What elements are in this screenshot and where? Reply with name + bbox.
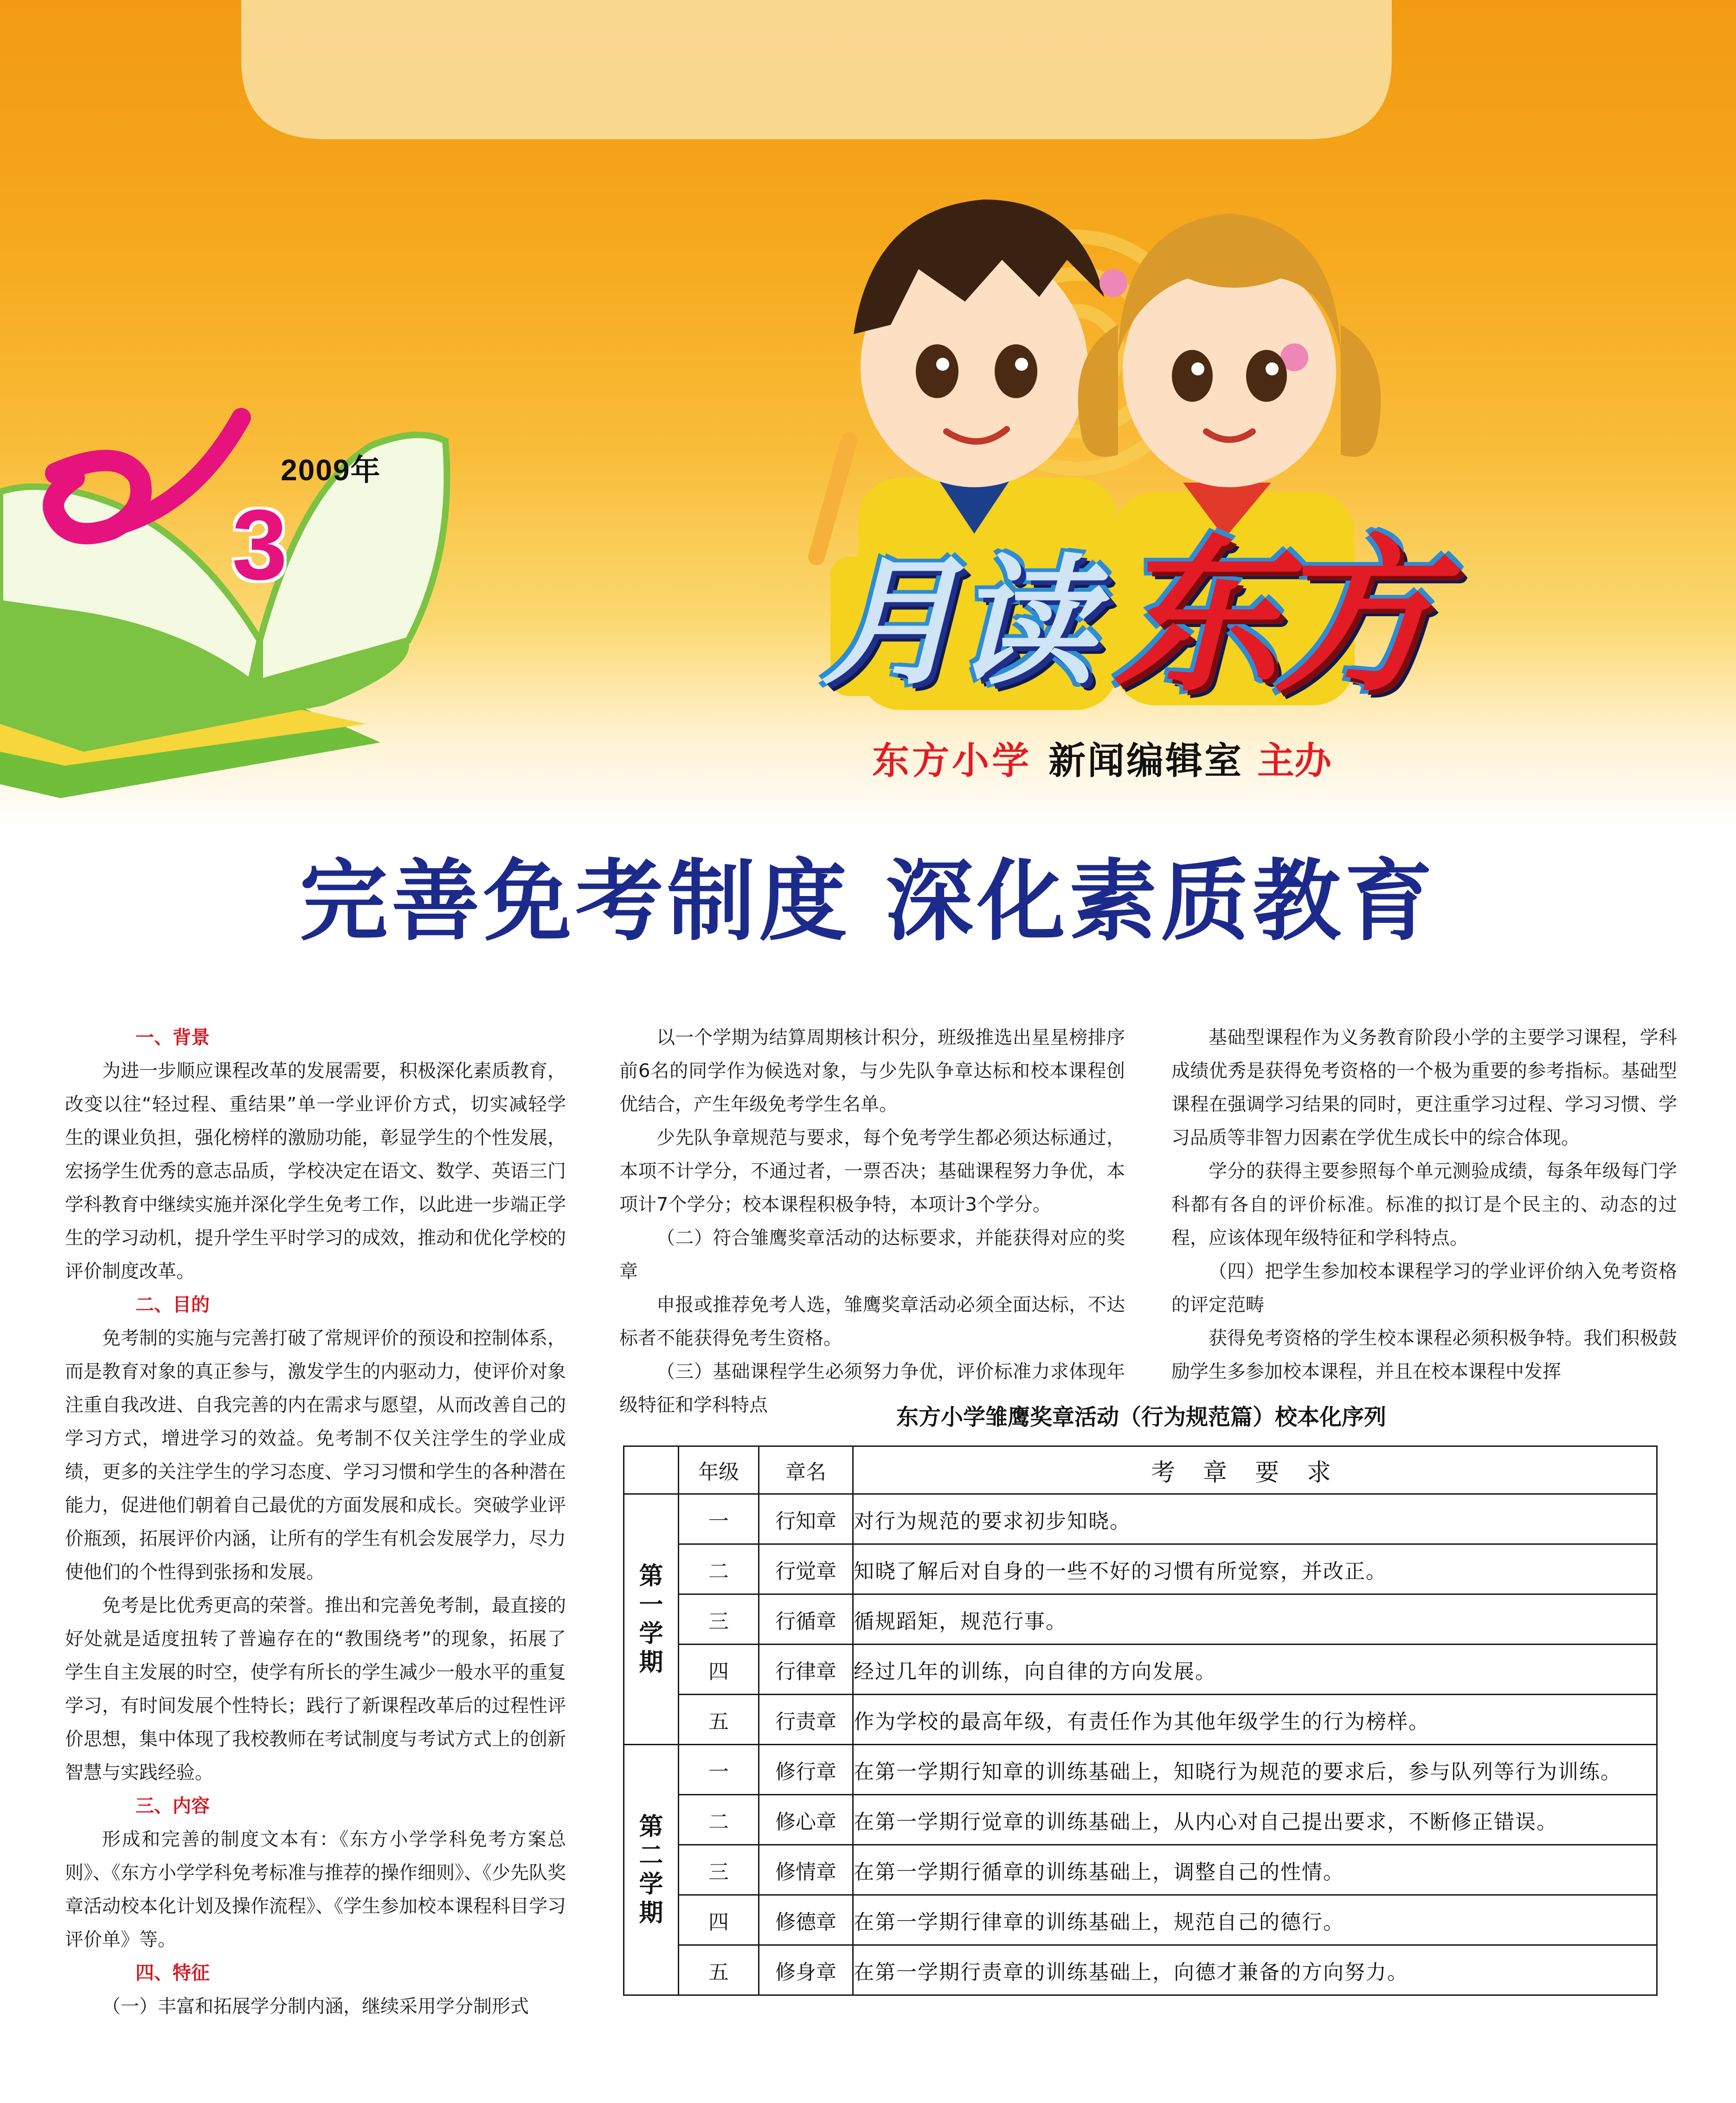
table-row: [624, 1594, 1657, 1645]
badge-name-cell: 修心章: [759, 1795, 853, 1845]
term-label: 第二学期: [639, 1813, 663, 1927]
paragraph: 学分的获得主要参照每个单元测验成绩，每条年级每门学科都有各自的评价标准。标准的拟订是个民主的、动态的过程，应该体现年级特征和学科特点。: [1171, 1161, 1677, 1249]
table-row: [624, 1795, 1657, 1845]
section-heading-background: 一、背景: [135, 1027, 210, 1048]
badge-name-cell: 修行章: [759, 1745, 853, 1795]
issue-number: 3: [232, 489, 288, 600]
paragraph: 申报或推荐免考人选，雏鹰奖章活动必须全面达标，不达标者不能获得免考生资格。: [619, 1294, 1125, 1349]
paragraph: （四）把学生参加校本课程学习的学业评价纳入免考资格的评定范畴: [1171, 1261, 1677, 1316]
table-row: [624, 1945, 1657, 1995]
badge-name-cell: 行责章: [759, 1695, 853, 1745]
article-column-1: [65, 1021, 566, 2023]
term-label: 第一学期: [639, 1562, 663, 1677]
term-cell-second: [624, 1745, 679, 1995]
page-headline: 完善免考制度 深化素质教育: [299, 850, 1437, 953]
paragraph: （一）丰富和拓展学分制内涵，继续采用学分制形式: [102, 1996, 529, 2017]
paragraph: （三）基础课程学生必须努力争优，评价标准力求体现年级特征和学科特点: [619, 1361, 1125, 1416]
badge-sequence-table: [623, 1445, 1658, 1996]
grade-cell: 五: [679, 1695, 759, 1745]
paragraph: 免考是比优秀更高的荣誉。推出和完善免考制，最直接的好处就是适度扭转了普遍存在的“教围绕考”的现象，拓展了学生自主发展的时空，使学有所长的学生减少一般水平的重复学习，有时间发展个性特长；践行了新课程改革后的过程性评价思想，集中体现了我校教师在考试制度与考试方式上的创新智慧与实践经验。: [65, 1595, 566, 1783]
grade-cell: 四: [679, 1895, 759, 1945]
paragraph: 为进一步顺应课程改革的发展需要，积极深化素质教育，改变以往“轻过程、重结果”单一学业评价方式，切实减轻学生的课业负担，强化榜样的激励功能，彰显学生的个性发展，宏扬学生优秀的意志品质，学校决定在语文、数学、英语三门学科教育中继续实施并深化学生免考工作，以此进一步端正学生的学习动机，提升学生平时学习的成效，推动和优化学校的评价制度改革。: [65, 1060, 566, 1282]
masthead-logo-part1: 月读: [821, 542, 1090, 703]
paragraph: 少先队争章规范与要求，每个免考学生都必须达标通过，本项不计学分，不通过者，一票否决；基础课程努力争优，本项计7个学分；校本课程积极争特，本项计3个学分。: [619, 1127, 1125, 1215]
section-heading-purpose: 二、目的: [135, 1294, 210, 1316]
badge-name-cell: 行循章: [759, 1594, 853, 1645]
host-line: [872, 731, 1331, 784]
table-row: [624, 1544, 1657, 1594]
section-heading-features: 四、特征: [135, 1962, 210, 1984]
table-row: [624, 1494, 1657, 1544]
paragraph: （二）符合雏鹰奖章活动的达标要求，并能获得对应的奖章: [619, 1227, 1125, 1282]
grade-cell: 三: [679, 1845, 759, 1895]
badge-name-cell: 行觉章: [759, 1544, 853, 1594]
requirement-cell: 作为学校的最高年级，有责任作为其他年级学生的行为榜样。: [853, 1695, 1657, 1745]
requirement-cell: 在第一学期行循章的训练基础上，调整自己的性情。: [853, 1845, 1657, 1895]
article-column-2: [619, 1021, 1125, 1422]
table-row: [624, 1695, 1657, 1745]
requirement-cell: 对行为规范的要求初步知晓。: [853, 1494, 1657, 1544]
requirement-cell: 知晓了解后对自身的一些不好的习惯有所觉察，并改正。: [853, 1544, 1657, 1594]
paragraph: 免考制的实施与完善打破了常规评价的预设和控制体系，而是教育对象的真正参与，激发学生的内驱动力，使评价对象注重自我改进、自我完善的内在需求与愿望，从而改善自己的学习方式，增进学习的效益。免考制不仅关注学生的学业成绩，更多的关注学生的学习态度、学习习惯和学生的各种潜在能力，促进他们朝着自己最优的方面发展和成长。突破学业评价瓶颈，拓展评价内涵，让所有的学生有机会发展学力，尽力使他们的个性得到张扬和发展。: [65, 1328, 566, 1583]
requirement-cell: 在第一学期行知章的训练基础上，知晓行为规范的要求后，参与队列等行为训练。: [853, 1745, 1657, 1795]
paragraph: 以一个学期为结算周期核计积分，班级推选出星星榜排序前6名的同学作为候选对象，与少先队争章达标和校本课程创优结合，产生年级免考学生名单。: [619, 1027, 1125, 1115]
badge-name-cell: 行律章: [759, 1645, 853, 1695]
header-cell-requirement: 考章要求: [853, 1446, 1657, 1494]
grade-cell: 五: [679, 1945, 759, 1995]
requirement-cell: 在第一学期行律章的训练基础上，规范自己的德行。: [853, 1895, 1657, 1945]
header-banner: [0, 0, 1736, 826]
requirement-cell: 循规蹈矩，规范行事。: [853, 1594, 1657, 1645]
badge-name-cell: 行知章: [759, 1494, 853, 1544]
host-label: 主办: [1257, 739, 1331, 782]
host-office: 新闻编辑室: [1048, 739, 1243, 782]
badge-name-cell: 修身章: [759, 1945, 853, 1995]
table-row: [624, 1645, 1657, 1695]
grade-cell: 二: [679, 1795, 759, 1845]
requirement-cell: 在第一学期行责章的训练基础上，向德才兼备的方向努力。: [853, 1945, 1657, 1995]
header-cell-grade: 年级: [679, 1446, 759, 1494]
grade-cell: 一: [679, 1494, 759, 1544]
table-row: [624, 1745, 1657, 1795]
masthead-logo-part2: 东方: [1113, 520, 1429, 714]
requirement-cell: 在第一学期行觉章的训练基础上，从内心对自己提出要求，不断修正错误。: [853, 1795, 1657, 1845]
badge-name-cell: 修情章: [759, 1845, 853, 1895]
grade-cell: 一: [679, 1745, 759, 1795]
issue-year: 2009年: [281, 453, 381, 487]
header-cell-term: [624, 1446, 679, 1494]
host-school: 东方小学: [872, 739, 1032, 782]
grade-cell: 三: [679, 1594, 759, 1645]
grade-cell: 四: [679, 1645, 759, 1695]
grade-cell: 二: [679, 1544, 759, 1594]
article-column-3: [1171, 1021, 1677, 1388]
paragraph: 获得免考资格的学生校本课程必须积极争特。我们积极鼓励学生多参加校本课程，并且在校本课程中发挥: [1171, 1328, 1677, 1382]
term-cell-first: [624, 1494, 679, 1745]
table-row: [624, 1895, 1657, 1945]
table-title: 东方小学雏鹰奖章活动（行为规范篇）校本化序列: [896, 1404, 1386, 1430]
badge-name-cell: 修德章: [759, 1895, 853, 1945]
table-header-row: [624, 1446, 1657, 1494]
paragraph: 形成和完善的制度文本有：《东方小学学科免考方案总则》、《东方小学学科免考标准与推荐的操作细则》、《少先队奖章活动校本化计划及操作流程》、《学生参加校本课程科目学习评价单》等。: [65, 1829, 566, 1950]
table-row: [624, 1845, 1657, 1895]
header-cell-name: 章名: [759, 1446, 853, 1494]
paragraph: 基础型课程作为义务教育阶段小学的主要学习课程，学科成绩优秀是获得免考资格的一个极为重要的参考指标。基础型课程在强调学习结果的同时，更注重学习过程、学习习惯、学习品质等非智力因素在学优生成长中的综合体现。: [1171, 1027, 1677, 1148]
requirement-cell: 经过几年的训练，向自律的方向发展。: [853, 1645, 1657, 1695]
section-heading-content: 三、内容: [135, 1795, 210, 1817]
